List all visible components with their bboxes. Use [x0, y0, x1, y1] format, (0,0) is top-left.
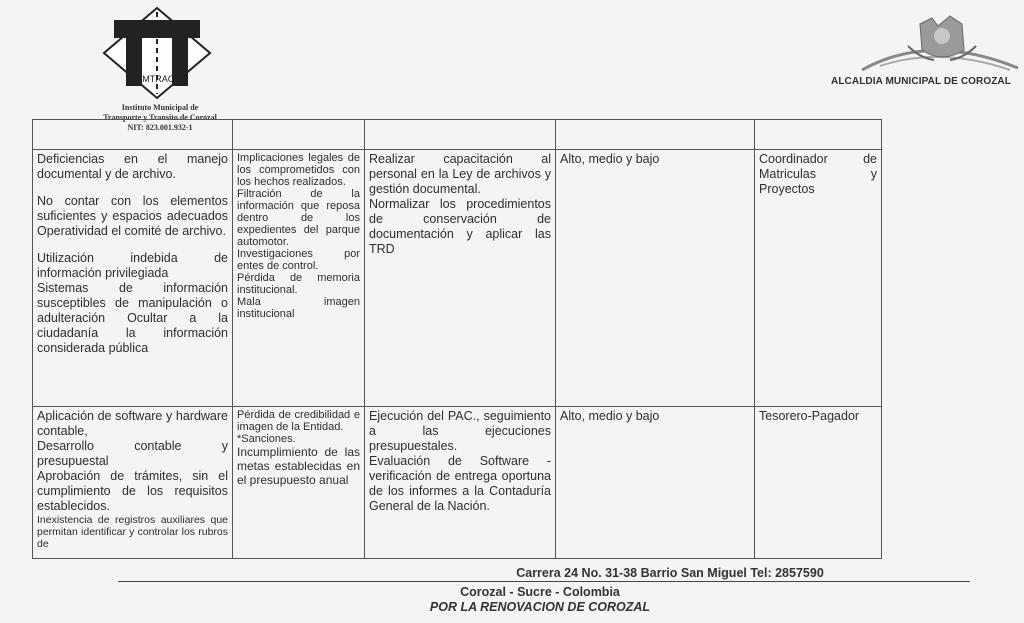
cell-text: Ejecución del PAC., seguimiento a las ejecuciones presupuestales.	[369, 409, 551, 453]
risk-action-cell	[365, 150, 556, 407]
risk-table	[32, 119, 882, 559]
cell-text: Pérdida de credibilidad e imagen de la Entidad.	[237, 409, 360, 433]
alcaldia-label: ALCALDIA MUNICIPAL DE COROZAL	[831, 76, 1011, 87]
cell-text: Incumplimiento de las metas establecidas en el presupuesto anual	[237, 445, 360, 487]
cell-text: Filtración de la información que reposa dentro de los expedientes del parque automotor.	[237, 188, 360, 248]
table-cell	[233, 120, 365, 150]
risk-owner-cell: Tesorero-Pagador	[755, 407, 882, 559]
cell-text: Evaluación de Software - verificación de entrega oportuna de los informes a la Contaduría General de la Nación.	[369, 454, 551, 513]
cell-text: Desarrollo contable y presupuestal	[37, 439, 228, 468]
cell-text: Realizar capacitación al personal en la Ley de archivos y gestión documental.	[369, 152, 551, 196]
alcaldia-logo	[860, 10, 1020, 82]
table-cell	[365, 120, 556, 150]
table-row	[33, 407, 882, 559]
cell-text: No contar con los elementos suficientes y espacios adecuados Operatividad el comité de archivo.	[37, 194, 228, 238]
footer-divider	[118, 581, 970, 582]
risk-cause-cell	[33, 407, 233, 559]
cell-text: Aprobación de trámites, sin el cumplimiento de los requisitos establecidos.	[37, 469, 228, 513]
cell-text: Aplicación de software y hardware contable,	[37, 409, 228, 438]
cell-text: Mala imagen institucional	[237, 296, 360, 320]
footer-city: Corozal - Sucre - Colombia	[460, 585, 620, 599]
risk-level-cell: Alto, medio y bajo	[556, 407, 755, 559]
risk-cause-cell	[33, 150, 233, 407]
cell-text: Investigaciones por entes de control.	[237, 248, 360, 272]
cell-text: Inexistencia de registros auxiliares que permitan identificar y controlar los rubros de	[37, 514, 228, 550]
risk-consequence-cell	[233, 407, 365, 559]
table-cell	[755, 120, 882, 150]
risk-consequence-cell	[233, 150, 365, 407]
institute-subtitle: Transporte y Transito de Corozal	[103, 113, 217, 122]
cell-text: Implicaciones legales de los comprometidos con los hechos realizados.	[237, 152, 360, 188]
cell-text: Pérdida de memoria institucional.	[237, 272, 360, 296]
table-cell	[33, 120, 233, 150]
table-cell	[556, 120, 755, 150]
imtrac-logo	[102, 6, 212, 101]
institute-nit: NIT: 823.001.932-1	[127, 123, 193, 132]
footer-address: Carrera 24 No. 31-38 Barrio San Miguel Tel: 2857590	[516, 566, 824, 580]
institute-name: Instituto Municipal de	[121, 103, 199, 112]
footer-slogan: POR LA RENOVACION DE COROZAL	[429, 600, 651, 614]
cell-text: Utilización indebida de información privilegiada	[37, 251, 228, 280]
risk-level-cell: Alto, medio y bajo	[556, 150, 755, 407]
table-row	[33, 150, 882, 407]
risk-owner-cell: Coordinador de Matriculas y Proyectos	[755, 150, 882, 407]
cell-text: Normalizar los procedimientos de conservación de documentación y aplicar las TRD	[369, 197, 551, 256]
cell-text: *Sanciones.	[237, 433, 296, 445]
table-row	[33, 120, 882, 150]
risk-action-cell	[365, 407, 556, 559]
cell-text: Sistemas de información susceptibles de manipulación o adulteración Ocultar a la ciudadanía la información considerada pública	[37, 281, 228, 355]
cell-text: Deficiencias en el manejo documental y de archivo.	[37, 152, 228, 181]
svg-text:IMTRAC: IMTRAC	[139, 74, 175, 84]
